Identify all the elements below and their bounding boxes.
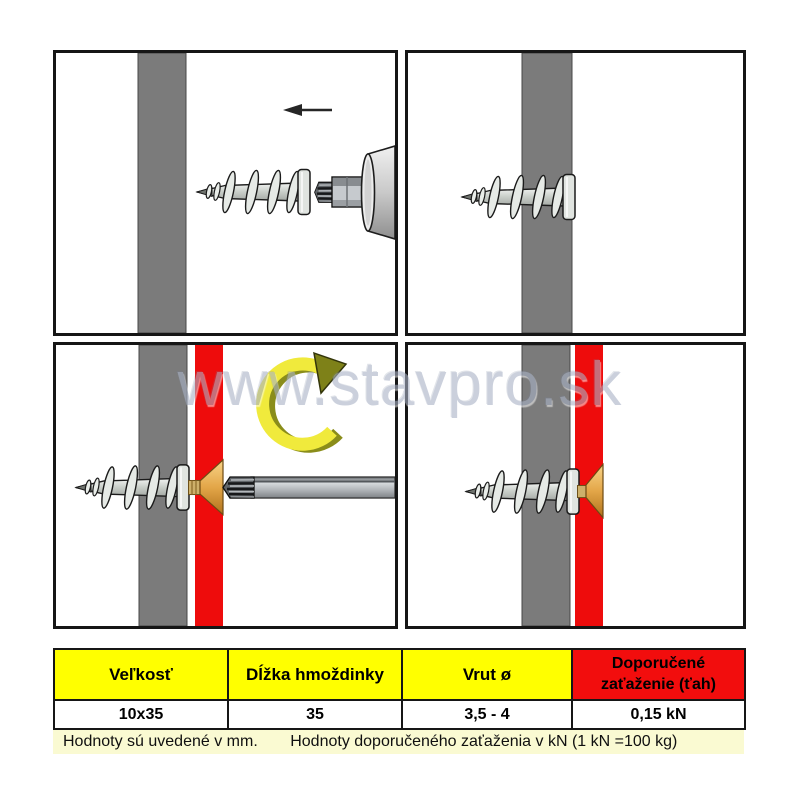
- anchor-illustration: [462, 175, 575, 220]
- step-2-illustration: [408, 53, 743, 333]
- drill-chuck-icon: [362, 146, 396, 239]
- col-header-anchor-length: Dĺžka hmoždinky: [228, 649, 402, 700]
- screwdriver-illustration: [223, 477, 395, 498]
- screwdriver-shaft: [251, 477, 395, 498]
- footnote-units: Hodnoty sú uvedené v mm.: [63, 733, 258, 750]
- panel-step-2: [405, 50, 746, 336]
- footnote: [53, 730, 744, 754]
- screwdriver-bit-icon: [315, 182, 333, 202]
- panel-step-1: [53, 50, 398, 336]
- anchor-illustration: [197, 170, 310, 215]
- cell-anchor-length: 35: [228, 700, 402, 729]
- table-value-row: [54, 700, 745, 729]
- col-header-screw-diameter: Vrut ø: [402, 649, 572, 700]
- watermark: www.stavpro.sk: [177, 350, 623, 419]
- left-arrow-icon: [283, 104, 332, 116]
- wall-strip: [138, 53, 186, 333]
- spec-table: [53, 648, 746, 730]
- anchor-illustration: [76, 465, 189, 510]
- col-header-size: Veľkosť: [54, 649, 228, 700]
- cell-screw-diameter: 3,5 - 4: [402, 700, 572, 729]
- cell-size: 10x35: [54, 700, 228, 729]
- table-header-row: [54, 649, 745, 700]
- footnote-load-units: Hodnoty doporučeného zaťaženia v kN (1 kN =100 kg): [290, 733, 678, 750]
- step-1-illustration: [56, 53, 395, 333]
- panel-step-4: [405, 342, 746, 629]
- screwdriver-bit-icon: [223, 477, 254, 498]
- panel-step-3: [53, 342, 398, 629]
- cell-recommended-load: 0,15 kN: [572, 700, 745, 729]
- step-4-illustration: [408, 345, 743, 626]
- rotation-arrow-icon: [263, 353, 346, 446]
- step-3-illustration: [56, 345, 395, 626]
- col-header-recommended-load: Doporučené zaťaženie (ťah): [572, 649, 745, 700]
- bit-holder-shank: [332, 177, 363, 207]
